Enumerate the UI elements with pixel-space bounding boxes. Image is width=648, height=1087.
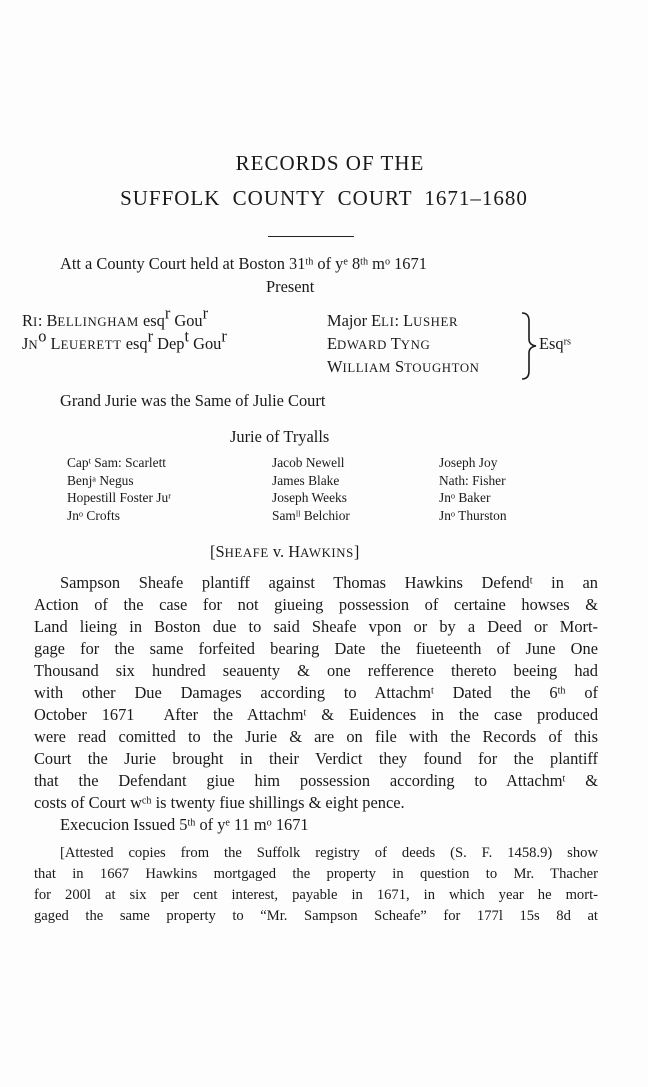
title-line-1: RECORDS OF THE bbox=[235, 151, 425, 175]
juror: Benj$^a$ Negus bbox=[67, 472, 134, 488]
note-line: that in 1667 Hawkins mortgaged the property in question to Mr. Thacher bbox=[34, 866, 598, 882]
note-line: gaged the same property to “Mr. Sampson Scheafe” for 177l 15s 8d at bbox=[34, 908, 598, 924]
present-label: Present bbox=[266, 277, 315, 296]
paragraph-line: Sampson Sheafe plantiff against Thomas Hawkins Defend$^t$ in an bbox=[60, 573, 598, 592]
paragraph-line: costs of Court $w^{ch}$ is twenty fiue shillings & eight pence. bbox=[34, 793, 405, 812]
juror: Joseph Weeks bbox=[272, 490, 347, 505]
execution-line: Execucion Issued 5th of $y^e$ 11 $m^o$ 1671 bbox=[60, 815, 309, 834]
juror: Jacob Newell bbox=[272, 455, 345, 470]
magistrate-lusher: Major ELI: LUSHER bbox=[327, 311, 459, 330]
juror: Hopestill Foster Ju$^r$ bbox=[67, 490, 171, 505]
paragraph-line: Action of the case for not giueing possession of certaine howses & bbox=[34, 595, 598, 614]
paragraph-line: Court the Jurie brought in their Verdict they found for the plantiff bbox=[34, 749, 598, 768]
title-line-2: SUFFOLK COUNTY COURT 1671–1680 bbox=[120, 186, 528, 210]
paragraph-line: were read comitted to the Jurie & are on file with the Records of this bbox=[34, 727, 598, 746]
juror: Jn$^o$ Thurston bbox=[439, 507, 507, 523]
juror: Jn$^o$ Crofts bbox=[67, 507, 120, 523]
juror: Cap$^t$ Sam: Scarlett bbox=[67, 455, 167, 470]
paragraph-line: with other Due Damages according to Attachm$^t$ Dated the 6th of bbox=[34, 683, 598, 702]
note-line: for 200l at six per cent interest, payable in 1671, in which year he mort- bbox=[34, 887, 598, 903]
magistrate-leuerett: $JN^o$ LEUERETT esq$^r$ Dep$^t$ Gou$^r$ bbox=[22, 326, 227, 353]
esquires-label: Esq$^{rs}$ bbox=[539, 334, 571, 353]
title-rule bbox=[268, 236, 354, 237]
juror: James Blake bbox=[272, 472, 340, 488]
juror: Joseph Joy bbox=[439, 455, 498, 470]
jurors-column-3 bbox=[439, 454, 507, 524]
jurors-column-2 bbox=[272, 454, 350, 524]
juror: Sam$^{ll}$ Belchior bbox=[272, 507, 350, 523]
paragraph-line: October 1671 After the Attachm$^t$ & Euidences in the case produced bbox=[34, 705, 598, 724]
curly-brace bbox=[520, 311, 540, 381]
juror: Jn$^o$ Baker bbox=[439, 490, 491, 505]
note-line: [Attested copies from the Suffolk registry of deeds (S. F. 1458.9) show bbox=[60, 845, 598, 861]
magistrate-stoughton: WILLIAM STOUGHTON bbox=[327, 357, 480, 376]
magistrate-bellingham: RI: BELLINGHAM esq$^r$ Gou$^r$ bbox=[22, 303, 209, 330]
magistrate-tyng: EDWARD TYNG bbox=[327, 334, 431, 353]
paragraph-line: gage for the same forfeited bearing Date the fiueteenth of June One bbox=[34, 639, 598, 658]
grand-jury-line: Grand Jurie was the Same of Julie Court bbox=[60, 391, 326, 410]
paragraph-line: that the Defendant giue him possession according to Attachm$^t$ & bbox=[34, 771, 598, 790]
case-paragraph bbox=[34, 572, 598, 836]
jury-heading: Jurie of Tryalls bbox=[230, 427, 330, 446]
juror: Nath: Fisher bbox=[439, 472, 506, 488]
court-session-line: Att a County Court held at Boston 31th of $y^e$ 8th $m^o$ 1671 bbox=[60, 254, 427, 273]
editorial-note bbox=[34, 843, 598, 927]
jurors-column-1 bbox=[67, 454, 171, 524]
case-heading: [SHEAFE v. HAWKINS] bbox=[210, 542, 360, 561]
paragraph-line: Thousand six hundred seauenty & one refference thereto beeing had bbox=[34, 661, 598, 680]
paragraph-line: Land lieing in Boston due to said Sheafe vpon or by a Deed or Mort- bbox=[34, 617, 598, 636]
